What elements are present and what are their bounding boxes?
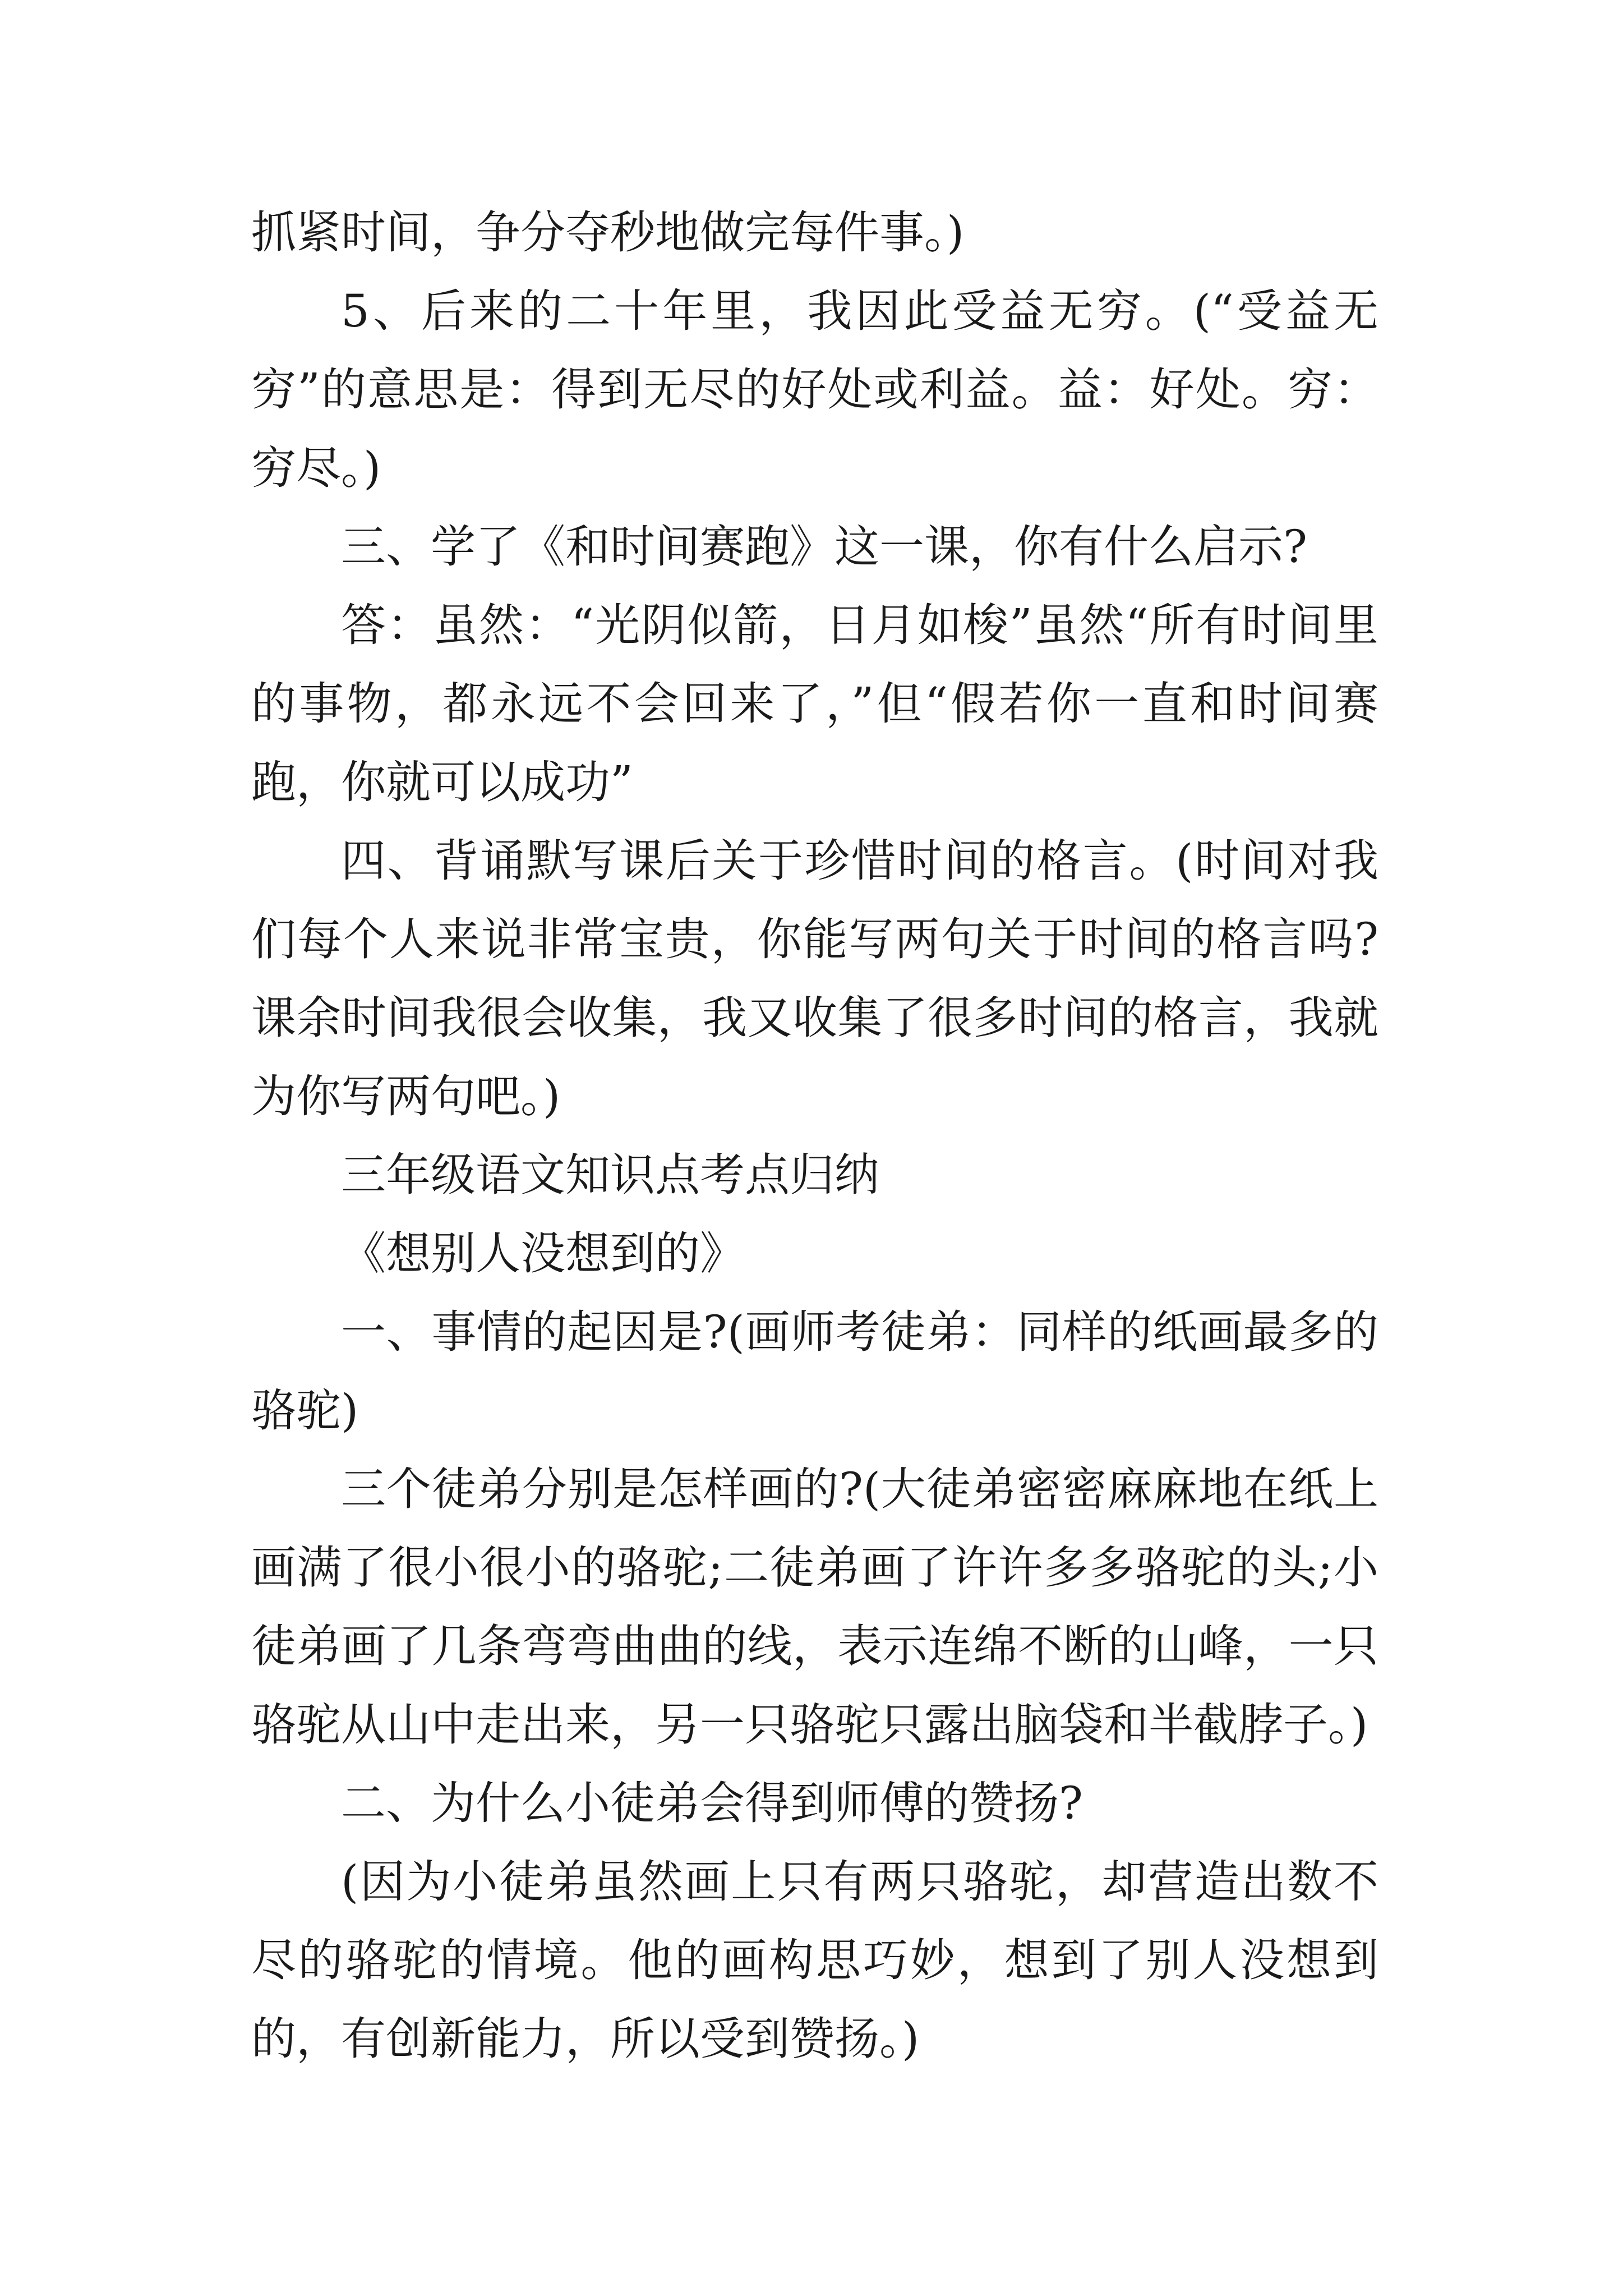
paragraph-question-3: 三、学了《和时间赛跑》这一课，你有什么启示? xyxy=(341,521,1307,573)
section-heading: 三年级语文知识点考点归纳 xyxy=(341,1149,879,1201)
paragraph-item-5: 5、后来的二十年里，我因此受益无穷。(“受益无穷”的意思是：得到无尽的好处或利益。益：好处。穷：穷尽。) xyxy=(251,285,1378,494)
lesson-title: 《想别人没想到的》 xyxy=(341,1227,745,1280)
paragraph-question-2: 二、为什么小徒弟会得到师傅的赞扬? xyxy=(341,1777,1083,1829)
paragraph-continuation: 抓紧时间，争分夺秒地做完每件事。) xyxy=(251,206,965,259)
paragraph-answer-2: (因为小徒弟虽然画上只有两只骆驼，却营造出数不尽的骆驼的情境。他的画构思巧妙，想到了别人没想到的，有创新能力，所以受到赞扬。) xyxy=(251,1856,1378,2065)
paragraph-apprentices: 三个徒弟分别是怎样画的?(大徒弟密密麻麻地在纸上画满了很小很小的骆驼;二徒弟画了许许多多骆驼的头;小徒弟画了几条弯弯曲曲的线，表示连绵不断的山峰，一只骆驼从山中走出来，另一只骆驼只露出脑袋和半截脖子。) xyxy=(251,1463,1378,1751)
paragraph-question-4: 四、背诵默写课后关于珍惜时间的格言。(时间对我们每个人来说非常宝贵，你能写两句关于时间的格言吗?课余时间我很会收集，我又收集了很多时间的格言，我就为你写两句吧。) xyxy=(251,835,1378,1122)
document-body xyxy=(251,194,1378,2078)
paragraph-question-1: 一、事情的起因是?(画师考徒弟：同样的纸画最多的骆驼) xyxy=(251,1306,1378,1437)
paragraph-answer-3: 答：虽然：“光阴似箭，日月如梭”虽然“所有时间里的事物，都永远不会回来了，”但“假若你一直和时间赛跑，你就可以成功” xyxy=(251,599,1378,808)
